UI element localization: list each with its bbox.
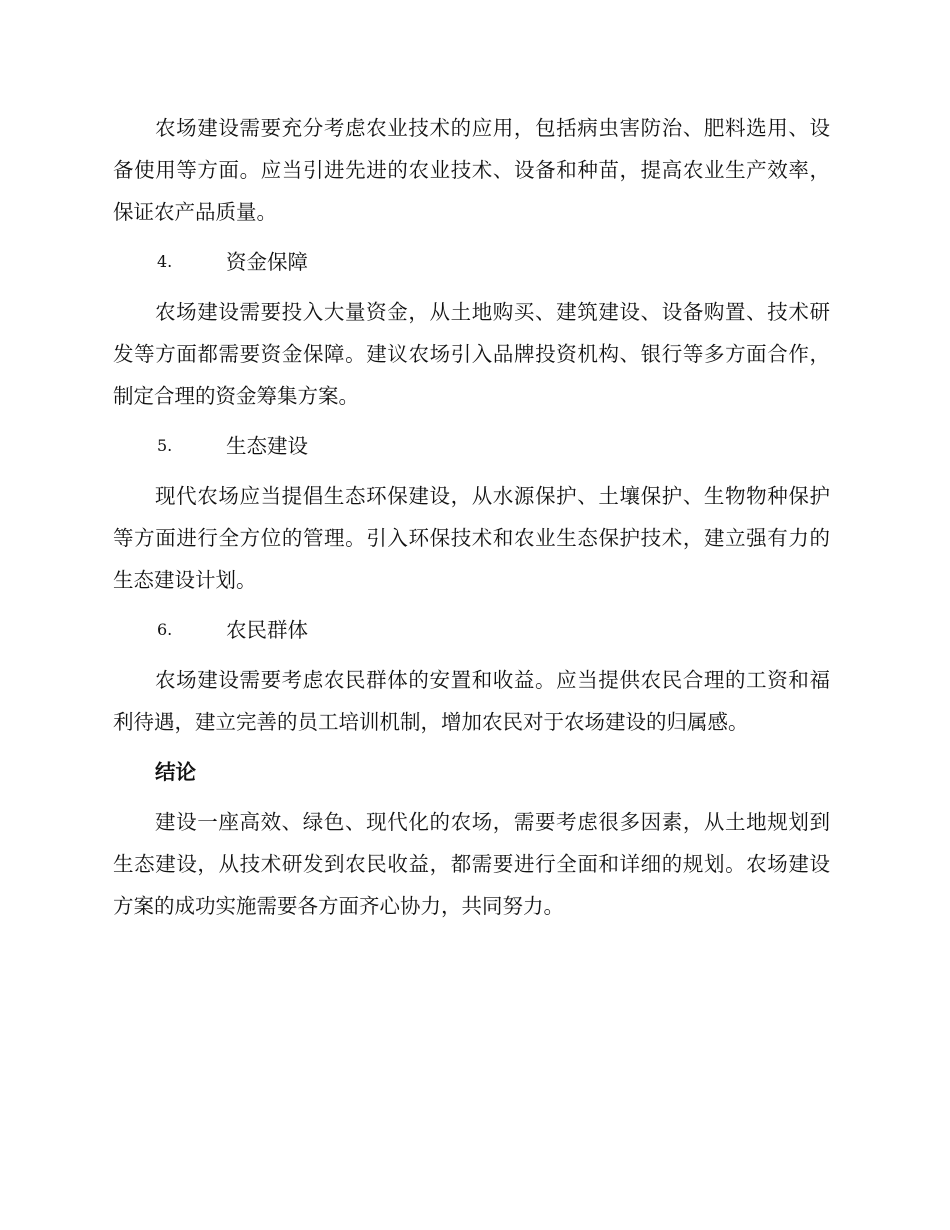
paragraph-conclusion: 建设一座高效、绿色、现代化的农场，需要考虑很多因素，从土地规划到生态建设，从技术研发到农民收益，都需要进行全面和详细的规划。农场建设方案的成功实施需要各方面齐心协力，共同努力。 <box>113 810 830 918</box>
document-body <box>113 107 830 927</box>
paragraph-funding: 农场建设需要投入大量资金，从土地购买、建筑建设、设备购置、技术研发等方面都需要资金保障。建议农场引入品牌投资机构、银行等多方面合作，制定合理的资金筹集方案。 <box>113 300 830 408</box>
paragraph-tech: 农场建设需要充分考虑农业技术的应用，包括病虫害防治、肥料选用、设备使用等方面。应当引进先进的农业技术、设备和种苗，提高农业生产效率，保证农产品质量。 <box>113 116 830 224</box>
conclusion-heading: 结论 <box>155 760 196 784</box>
list-label: 农民群体 <box>226 618 308 642</box>
list-heading-funding <box>113 241 830 283</box>
list-number: 4. <box>157 252 173 271</box>
list-number: 5. <box>157 436 173 455</box>
paragraph-farmers: 农场建设需要考虑农民群体的安置和收益。应当提供农民合理的工资和福利待遇，建立完善的员工培训机制，增加农民对于农场建设的归属感。 <box>113 668 830 734</box>
paragraph-ecology: 现代农场应当提倡生态环保建设，从水源保护、土壤保护、生物物种保护等方面进行全方位的管理。引入环保技术和农业生态保护技术，建立强有力的生态建设计划。 <box>113 484 830 592</box>
list-label: 资金保障 <box>226 250 308 274</box>
list-heading-farmers <box>113 609 830 651</box>
list-label: 生态建设 <box>226 434 308 458</box>
list-heading-ecology <box>113 425 830 467</box>
list-number: 6. <box>157 620 173 639</box>
